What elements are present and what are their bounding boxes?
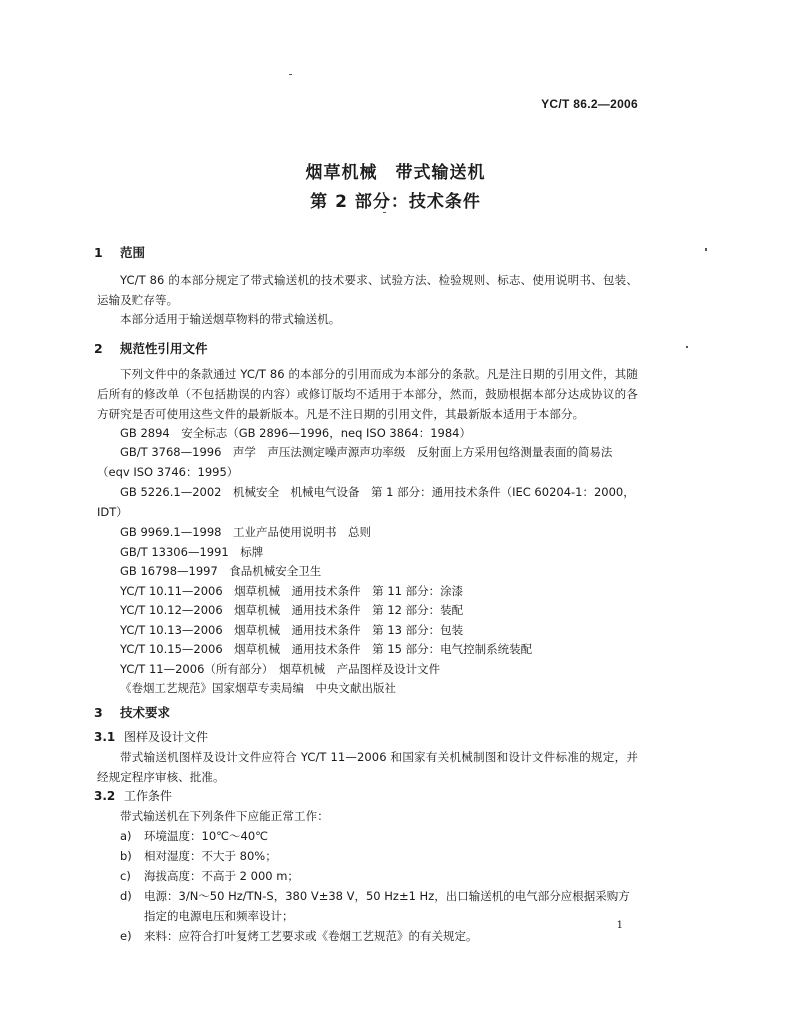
subsection-number: 3.1 <box>94 730 116 744</box>
scan-speck <box>686 346 688 348</box>
section-2-heading <box>94 339 208 357</box>
section-1-heading <box>94 243 145 261</box>
section-2-number: 2 <box>94 341 103 356</box>
section-1-paragraph: 本部分适用于输送烟草物料的带式输送机。 <box>120 312 341 326</box>
condition-item <box>120 826 638 846</box>
subsection-title: 图样及设计文件 <box>124 730 209 744</box>
page-number: 1 <box>616 920 623 931</box>
scan-speck <box>705 248 707 251</box>
subsection-3-1-heading <box>94 728 208 745</box>
reference-item: 《卷烟工艺规范》国家烟草专卖局编 中央文献出版社 <box>120 681 396 695</box>
item-text: 来料：应符合打叶复烤工艺要求或《卷烟工艺规范》的有关规定。 <box>144 929 478 943</box>
condition-item <box>120 846 638 866</box>
subsection-title: 工作条件 <box>124 789 173 803</box>
reference-item: GB/T 13306—1991 标牌 <box>120 545 264 559</box>
subsection-3-1-paragraph: 带式输送机图样及设计文件应符合 YC/T 11—2006 和国家有关机械制图和设计文件标准的规定，并经规定程序审核、批准。 <box>97 750 638 784</box>
scan-speck <box>383 212 386 213</box>
reference-item: GB 2894 安全标志（GB 2896—1996，neq ISO 3864：1984） <box>120 426 471 440</box>
section-2-intro: 下列文件中的条款通过 YC/T 86 的本部分的引用而成为本部分的条款。凡是注日期的引用文件，其随后所有的修改单（不包括勘误的内容）或修订版均不适用于本部分，然而，鼓励根据本部分达成协议的各方研究是否可使用这些文件的最新版本。凡是不注日期的引用文件，其最新版本适用于本部分。 <box>97 367 638 421</box>
item-label: c) <box>120 869 131 883</box>
subsection-3-2-intro: 带式输送机在下列条件下应能正常工作： <box>120 809 329 823</box>
reference-item: GB 9969.1—1998 工业产品使用说明书 总则 <box>120 525 371 539</box>
subsection-3-2-heading <box>94 787 172 804</box>
item-text: 相对湿度：不大于 80%； <box>144 849 277 863</box>
section-3-heading <box>94 703 170 721</box>
reference-item: YC/T 10.11—2006 烟草机械 通用技术条件 第 11 部分：涂漆 <box>120 584 464 598</box>
section-1-paragraph: YC/T 86 的本部分规定了带式输送机的技术要求、试验方法、检验规则、标志、使用说明书、包装、运输及贮存等。 <box>97 273 638 307</box>
condition-item <box>120 866 638 886</box>
reference-item: GB 5226.1—2002 机械安全 机械电气设备 第 1 部分：通用技术条件（IEC 60204-1：2000，IDT） <box>97 485 635 519</box>
reference-item: YC/T 11—2006（所有部分） 烟草机械 产品图样及设计文件 <box>120 662 441 676</box>
document-subtitle: 第 2 部分：技术条件 <box>310 192 481 212</box>
reference-item: YC/T 10.13—2006 烟草机械 通用技术条件 第 13 部分：包装 <box>120 623 464 637</box>
section-3-number: 3 <box>94 705 103 720</box>
condition-item <box>120 886 638 926</box>
item-text: 电源：3/N～50 Hz/TN-S，380 V±38 V，50 Hz±1 Hz，出口输送机的电气部分应根据采购方指定的电源电压和频率设计； <box>144 889 630 923</box>
item-text: 海拔高度：不高于 2 000 m； <box>144 869 299 883</box>
scan-speck <box>289 74 292 75</box>
item-label: b) <box>120 849 132 863</box>
item-text: 环境温度：10℃～40℃ <box>144 829 269 843</box>
section-1-number: 1 <box>94 245 103 260</box>
subsection-number: 3.2 <box>94 789 116 803</box>
section-2-title: 规范性引用文件 <box>120 341 208 356</box>
item-label: a) <box>120 829 132 843</box>
reference-item: YC/T 10.12—2006 烟草机械 通用技术条件 第 12 部分：装配 <box>120 603 464 617</box>
document-title: 烟草机械 带式输送机 <box>305 163 486 183</box>
item-label: d) <box>120 889 132 903</box>
section-1-title: 范围 <box>120 245 146 260</box>
condition-item <box>120 926 638 946</box>
reference-item: GB/T 3768—1996 声学 声压法测定噪声源声功率级 反射面上方采用包络测量表面的简易法（eqv ISO 3746：1995） <box>97 445 613 479</box>
reference-item: YC/T 10.15—2006 烟草机械 通用技术条件 第 15 部分：电气控制系统装配 <box>120 642 533 656</box>
standard-number: YC/T 86.2—2006 <box>541 97 638 111</box>
reference-item: GB 16798—1997 食品机械安全卫生 <box>120 564 322 578</box>
section-3-title: 技术要求 <box>120 705 171 720</box>
item-label: e) <box>120 929 132 943</box>
